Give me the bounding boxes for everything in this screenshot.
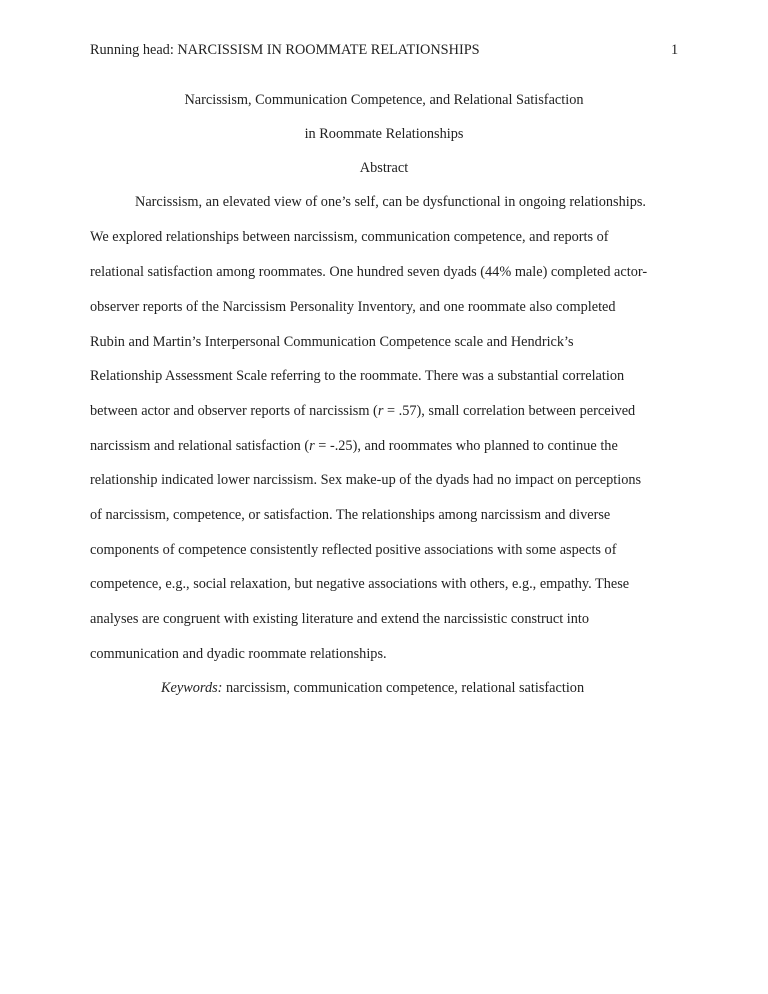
keywords-text: narcissism, communication competence, relational satisfaction <box>222 680 585 696</box>
abstract-line: analyses are congruent with existing literature and extend the narcissistic construct into <box>90 611 590 627</box>
abstract-line: Relationship Assessment Scale referring to the roommate. There was a substantial correlation <box>90 368 625 384</box>
paper-title-line-1: Narcissism, Communication Competence, and Relational Satisfaction <box>184 92 584 108</box>
paper-title-line-2: in Roommate Relationships <box>304 126 464 142</box>
abstract-text-segment: = -.25), and roommates who planned to continue the <box>314 438 618 454</box>
abstract-line: observer reports of the Narcissism Personality Inventory, and one roommate also completed <box>90 299 616 315</box>
abstract-line: competence, e.g., social relaxation, but negative associations with others, e.g., empathy. These <box>90 576 630 592</box>
statistic-symbol: r <box>377 403 384 419</box>
keywords-line <box>161 680 584 697</box>
page-number: 1 <box>671 42 679 58</box>
keywords-label: Keywords: <box>161 680 223 696</box>
statistic-symbol: r <box>309 438 315 454</box>
abstract-line: communication and dyadic roommate relationships. <box>90 646 387 662</box>
abstract-line: relationship indicated lower narcissism. Sex make-up of the dyads had no impact on perceptions <box>90 472 642 488</box>
abstract-line: Narcissism, an elevated view of one’s self, can be dysfunctional in ongoing relationships. <box>135 194 646 210</box>
abstract-line: relational satisfaction among roommates. One hundred seven dyads (44% male) completed actor- <box>90 264 648 280</box>
abstract-text-segment: between actor and observer reports of narcissism ( <box>90 403 378 419</box>
abstract-line: of narcissism, competence, or satisfaction. The relationships among narcissism and diverse <box>90 507 611 523</box>
abstract-line: We explored relationships between narcissism, communication competence, and reports of <box>90 229 609 245</box>
abstract-text-segment: = .57), small correlation between perceived <box>383 403 636 419</box>
abstract-line <box>90 438 618 455</box>
abstract-line: components of competence consistently reflected positive associations with some aspects of <box>90 542 617 558</box>
running-head: Running head: NARCISSISM IN ROOMMATE RELATIONSHIPS <box>90 42 480 58</box>
abstract-line: Rubin and Martin’s Interpersonal Communication Competence scale and Hendrick’s <box>90 334 574 350</box>
abstract-line <box>90 403 635 420</box>
abstract-text-segment: narcissism and relational satisfaction ( <box>90 438 310 454</box>
abstract-heading: Abstract <box>359 160 409 176</box>
